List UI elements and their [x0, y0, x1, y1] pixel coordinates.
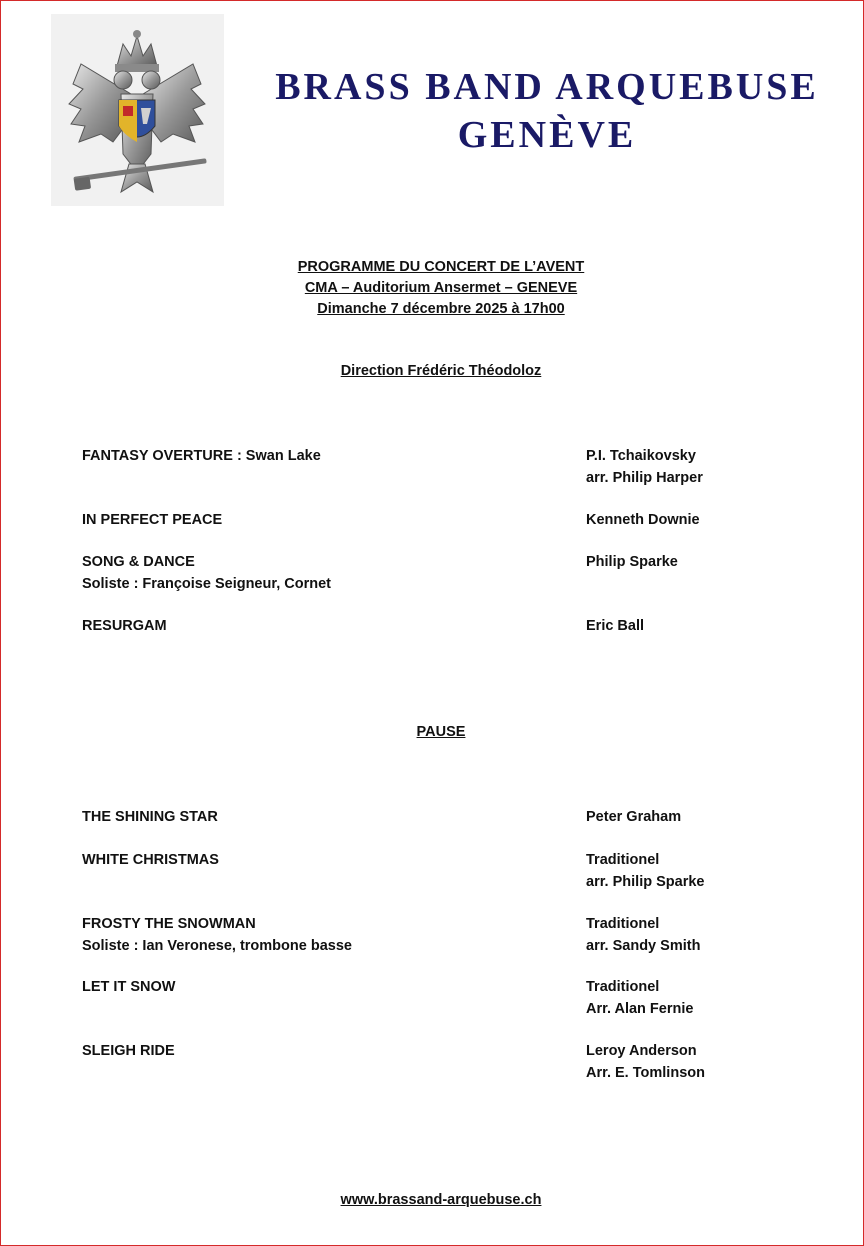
piece-title: IN PERFECT PEACE [82, 512, 223, 528]
piece-composer: Philip Sparke [586, 554, 678, 570]
piece-title: RESURGAM [82, 618, 167, 634]
piece-title: WHITE CHRISTMAS [82, 852, 219, 868]
program-heading: PROGRAMME DU CONCERT DE L’AVENT [297, 259, 585, 275]
piece-arranger: Arr. Alan Fernie [586, 1000, 694, 1017]
website-link[interactable]: www.brassand-arquebuse.ch [340, 1192, 542, 1208]
piece-title: FROSTY THE SNOWMAN [82, 916, 256, 932]
piece-composer: P.I. Tchaikovsky [586, 448, 696, 464]
piece-composer: Traditionel [586, 852, 660, 868]
piece-composer: Kenneth Downie [586, 512, 700, 528]
piece-title: SLEIGH RIDE [82, 1043, 175, 1059]
band-title [241, 63, 853, 159]
program-heading-block [1, 257, 864, 320]
piece-arranger: arr. Philip Sparke [586, 873, 705, 890]
program-direction: Direction Frédéric Théodoloz [340, 363, 542, 379]
piece-title: LET IT SNOW [82, 979, 176, 995]
piece-composer: Leroy Anderson [586, 1043, 697, 1059]
piece-title: FANTASY OVERTURE : Swan Lake [82, 448, 321, 464]
piece-composer: Traditionel [586, 979, 660, 995]
piece-composer: Peter Graham [586, 809, 682, 825]
pause-label: PAUSE [416, 724, 466, 740]
piece-composer: Traditionel [586, 916, 660, 932]
piece-soloist: Soliste : Françoise Seigneur, Cornet [82, 575, 331, 592]
double-headed-eagle-crest-icon [51, 14, 224, 206]
program-date: Dimanche 7 décembre 2025 à 17h00 [317, 301, 565, 317]
piece-title: SONG & DANCE [82, 554, 195, 570]
piece-arranger: arr. Philip Harper [586, 469, 703, 486]
piece-soloist: Soliste : Ian Veronese, trombone basse [82, 937, 352, 954]
piece-composer: Eric Ball [586, 618, 645, 634]
piece-arranger: arr. Sandy Smith [586, 937, 701, 954]
band-title-line2: GENÈVE [457, 114, 637, 156]
piece-title: THE SHINING STAR [82, 809, 218, 825]
piece-arranger: Arr. E. Tomlinson [586, 1064, 705, 1081]
band-title-line1: BRASS BAND ARQUEBUSE [275, 66, 819, 108]
program-venue: CMA – Auditorium Ansermet – GENEVE [304, 280, 578, 296]
band-logo [51, 14, 224, 206]
